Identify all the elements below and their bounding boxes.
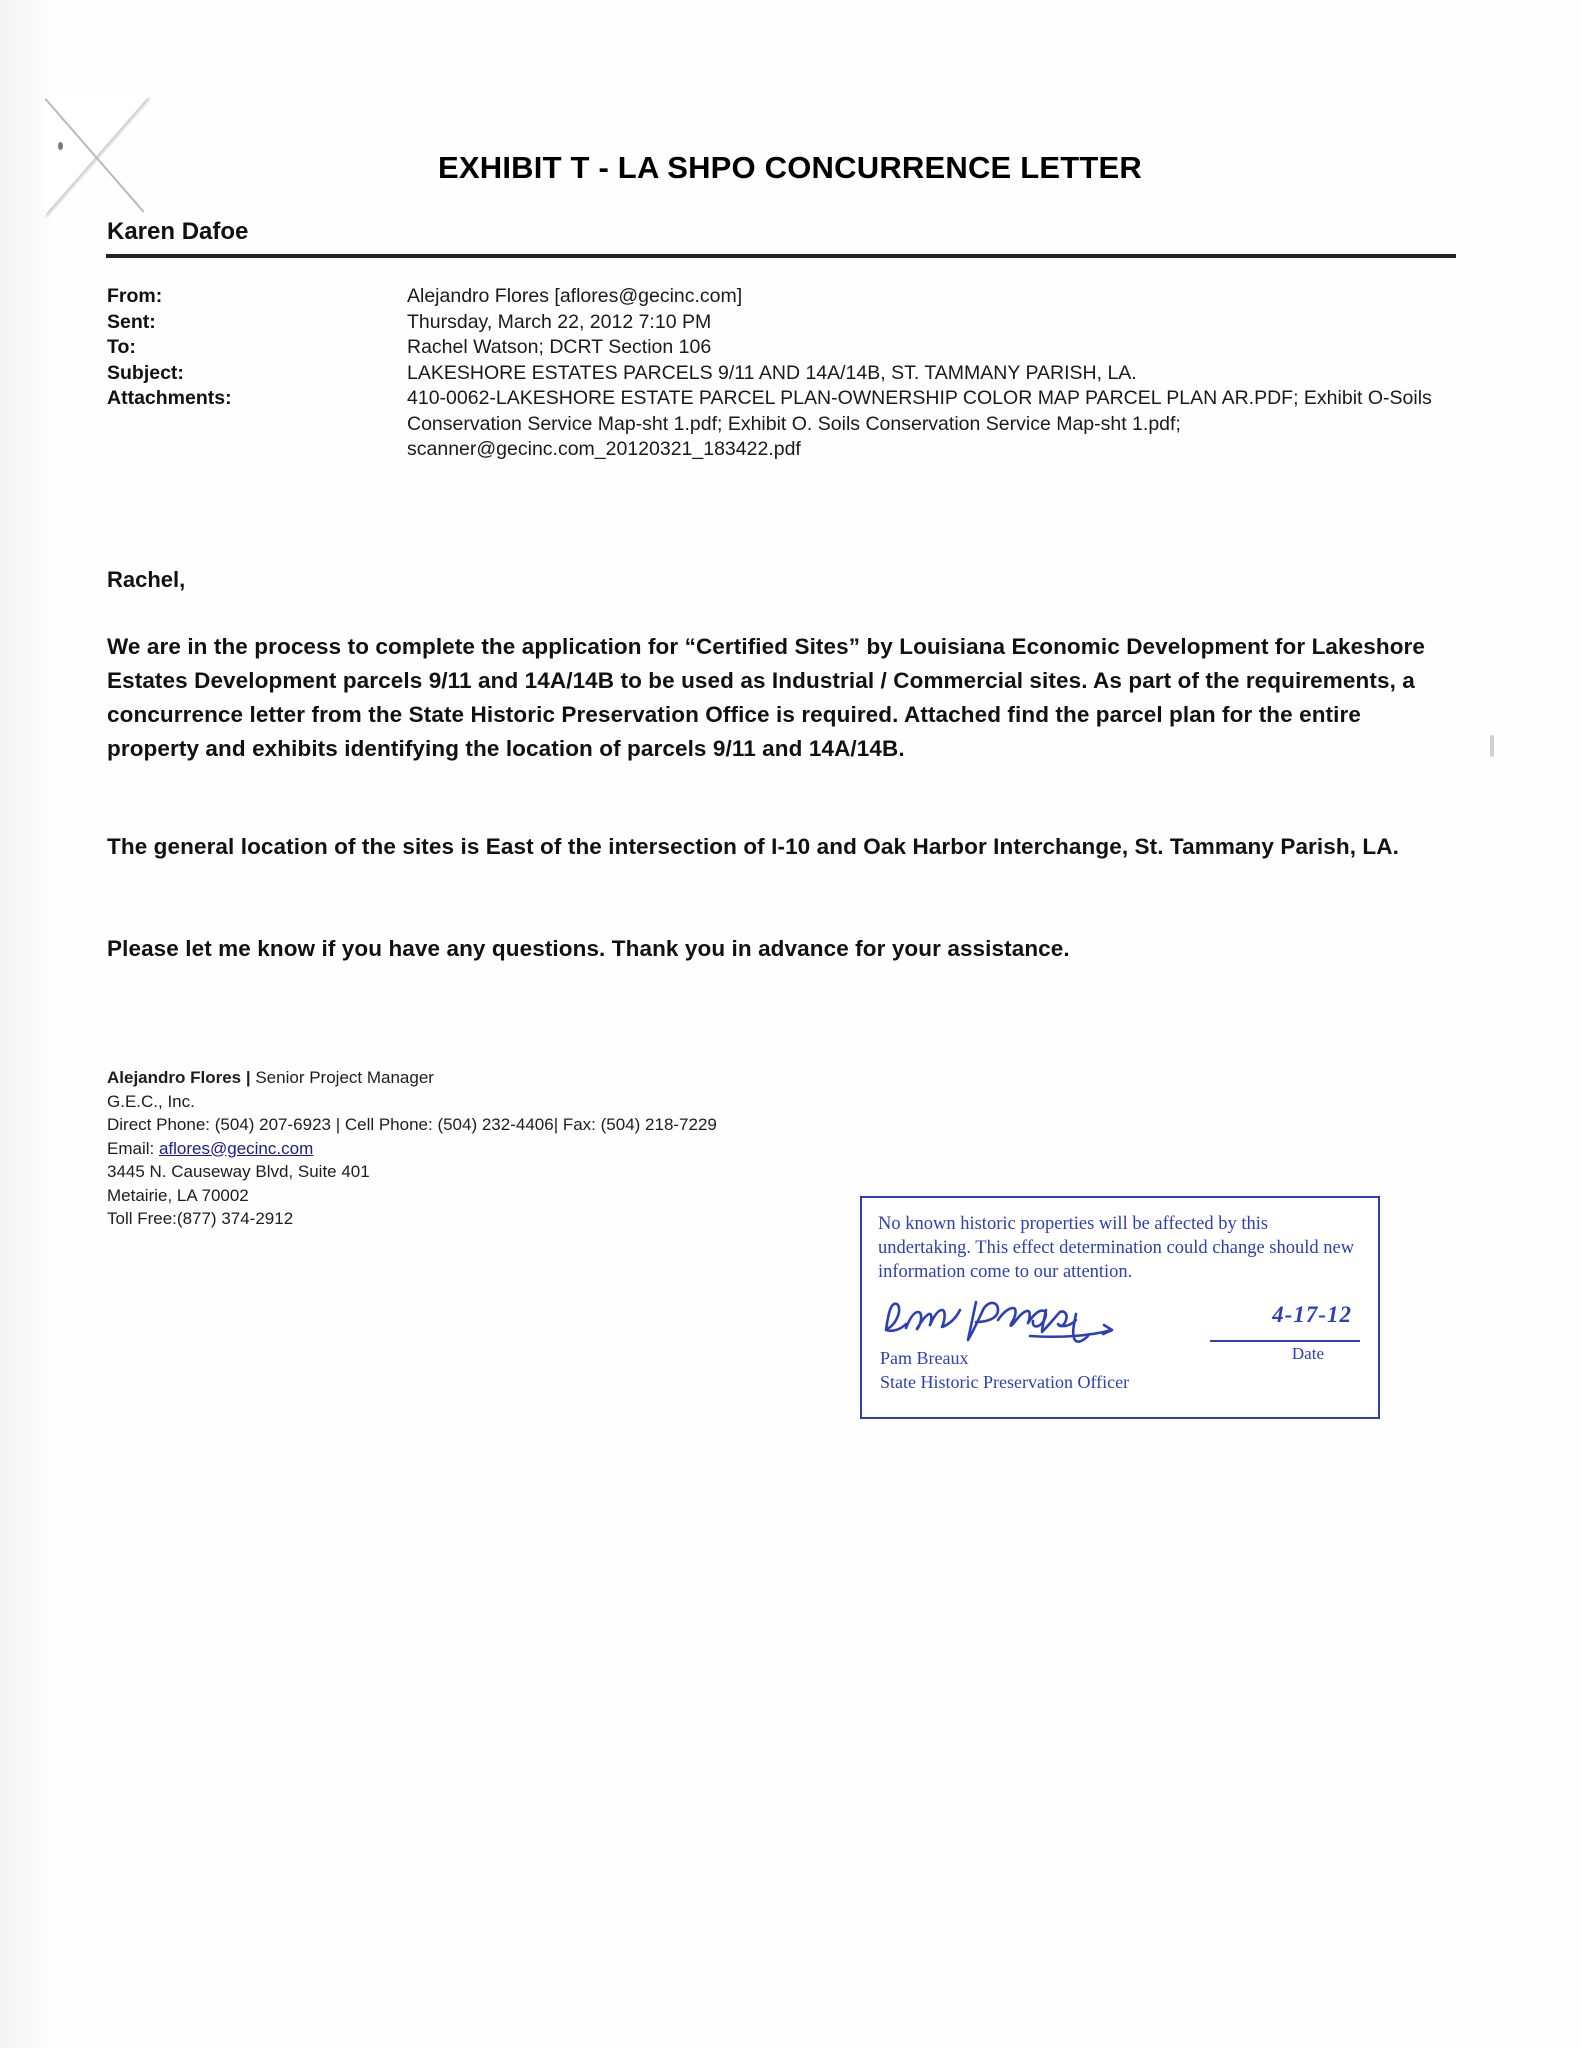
body-paragraph-1: We are in the process to complete the application for “Certified Sites” by Louisiana Economic Development for Lakeshore Estates Development parcels 9/11 and 14A/14B to be used as Industrial / Commercial sites. As part of the requirements, a concurrence letter from the State Historic Preservation Office is required. Attached find the parcel plan for the entire property and exhibits identifying the location of parcels 9/11 and 14A/14B.	[107, 634, 1426, 761]
signature-address-line-1: 3445 N. Causeway Blvd, Suite 401	[107, 1162, 370, 1181]
shpo-concurrence-stamp	[860, 1196, 1380, 1419]
signature-email-line	[107, 1137, 867, 1161]
header-value-to: Rachel Watson; DCRT Section 106	[407, 336, 712, 358]
header-value-from: Alejandro Flores [aflores@gecinc.com]	[407, 285, 743, 307]
page-title: EXHIBIT T - LA SHPO CONCURRENCE LETTER	[438, 150, 1142, 185]
stamp-officer-title: State Historic Preservation Officer	[880, 1372, 1130, 1392]
email-header-row	[107, 310, 1447, 336]
stamp-date-label: Date	[1291, 1344, 1324, 1363]
signature-role: Senior Project Manager	[255, 1068, 434, 1087]
signature-email-label: Email:	[107, 1138, 159, 1158]
signature-address-line-2: Metairie, LA 70002	[107, 1185, 249, 1205]
stamp-officer-name: Pam Breaux	[880, 1348, 969, 1368]
signature-phones: Direct Phone: (504) 207-6923 | Cell Phone: (504) 232-4406| Fax: (504) 218-7229	[107, 1115, 717, 1134]
recipient-name: Karen Dafoe	[107, 218, 249, 245]
scan-edge-shadow	[0, 0, 56, 2048]
scan-speck	[1490, 735, 1494, 757]
body-paragraph-3: Please let me know if you have any questions. Thank you in advance for your assistance.	[107, 936, 1070, 961]
signature-separator: |	[241, 1068, 256, 1087]
email-header-row	[107, 284, 1447, 310]
email-header-row	[107, 335, 1447, 361]
email-header-row	[107, 386, 1447, 463]
signature-company: G.E.C., Inc.	[107, 1091, 195, 1111]
scan-speck	[58, 142, 63, 150]
header-label-attachments: Attachments:	[107, 387, 232, 409]
body-paragraph-2: The general location of the sites is East of the intersection of I-10 and Oak Harbor Interchange, St. Tammany Parish, LA.	[107, 834, 1399, 859]
stamp-officer-block	[880, 1346, 1129, 1394]
email-header-row	[107, 361, 1447, 387]
signature-name: Alejandro Flores	[107, 1068, 242, 1087]
header-label-to: To:	[107, 336, 136, 358]
signature-toll-free: Toll Free:(877) 374-2912	[107, 1209, 294, 1228]
header-label-subject: Subject:	[107, 361, 184, 384]
header-divider	[106, 254, 1456, 258]
header-label-from: From:	[107, 285, 163, 307]
header-value-attachments: 410-0062-LAKESHORE ESTATE PARCEL PLAN-OWNERSHIP COLOR MAP PARCEL PLAN AR.PDF; Exhibit O-Soils Conservation Service Map-sht 1.pdf; Exhibit O. Soils Conservation Service Map-sht 1.pdf; scanner@gecinc.com_20120321_183422.pdf	[407, 387, 1432, 460]
header-value-subject: LAKESHORE ESTATES PARCELS 9/11 AND 14A/14B, ST. TAMMANY PARISH, LA.	[407, 361, 1137, 384]
handwritten-signature	[880, 1294, 1180, 1350]
signature-email-link[interactable]: aflores@gecinc.com	[158, 1138, 314, 1158]
email-signature-block	[107, 1066, 867, 1231]
stamp-determination-text: No known historic properties will be affected by this undertaking. This effect determination could change should new information come to our attention.	[878, 1214, 1355, 1282]
salutation: Rachel,	[107, 567, 186, 592]
header-label-sent: Sent:	[107, 310, 156, 333]
email-header-block	[107, 284, 1447, 463]
header-value-sent: Thursday, March 22, 2012 7:10 PM	[407, 310, 712, 333]
stamp-date-rule	[1210, 1340, 1360, 1342]
signature-name-line	[107, 1066, 867, 1090]
stamp-date: 4-17-12	[1272, 1302, 1352, 1327]
